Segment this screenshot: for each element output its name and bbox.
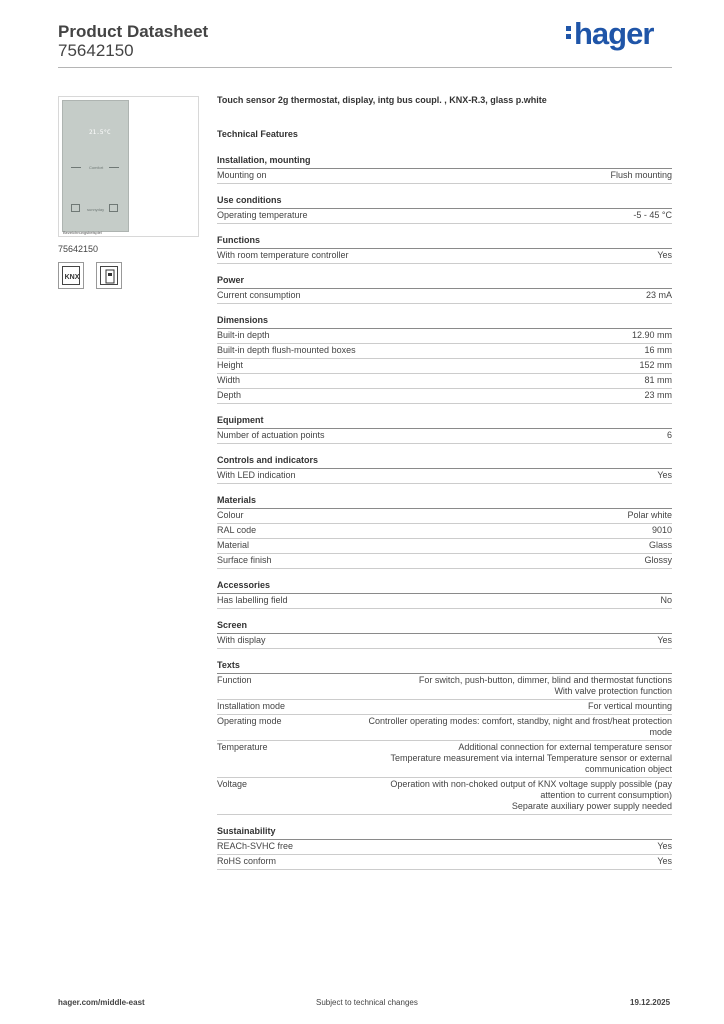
feature-row [217, 700, 672, 715]
feature-label: With display [217, 635, 266, 645]
feature-value: Yes [657, 250, 672, 260]
feature-label: Temperature [217, 742, 268, 752]
svg-text:KNX: KNX [64, 274, 80, 281]
feature-section [217, 415, 672, 444]
feature-value: 6 [666, 430, 672, 440]
feature-label: Mounting on [217, 170, 267, 180]
feature-label: RoHS conform [217, 856, 277, 866]
feature-section [217, 826, 672, 870]
device-icon [96, 262, 122, 289]
logo-text: hager [574, 16, 654, 51]
feature-value: Glossy [644, 555, 672, 565]
feature-label: RAL code [217, 525, 257, 535]
touch-sensor-picture [62, 100, 129, 232]
feature-value: For vertical mounting [587, 701, 672, 711]
feature-row [217, 374, 672, 389]
datasheet-content [217, 95, 672, 881]
section-title: Screen [217, 620, 672, 634]
image-caption: Bezeichnungsbeispiel [63, 230, 102, 235]
display-readout: 21.5°C [89, 129, 111, 136]
feature-row [217, 594, 672, 609]
feature-section [217, 155, 672, 184]
feature-value: Yes [657, 470, 672, 480]
section-title: Installation, mounting [217, 155, 672, 169]
section-title: Sustainability [217, 826, 672, 840]
section-title: Functions [217, 235, 672, 249]
feature-value: Flush mounting [610, 170, 672, 180]
feature-label: With room temperature controller [217, 250, 349, 260]
feature-label: Operating temperature [217, 210, 308, 220]
feature-value: 9010 [651, 525, 672, 535]
feature-value: Yes [657, 841, 672, 851]
footer-notice: Subject to technical changes [316, 998, 418, 1007]
footer-website[interactable]: hager.com/middle-east [58, 998, 145, 1007]
feature-label: Installation mode [217, 701, 286, 711]
feature-label: Voltage [217, 779, 248, 789]
display-label-top: Comfort [89, 165, 104, 170]
feature-section [217, 315, 672, 404]
document-title: Product Datasheet [58, 22, 209, 41]
technical-features-title: Technical Features [217, 129, 298, 139]
feature-section [217, 620, 672, 649]
section-title: Accessories [217, 580, 672, 594]
feature-label: Height [217, 360, 244, 370]
feature-row [217, 429, 672, 444]
feature-value: Controller operating modes: comfort, standby, night and frost/heat protection mode [368, 716, 672, 737]
feature-row [217, 329, 672, 344]
feature-section [217, 580, 672, 609]
knx-logo-icon [58, 262, 84, 289]
feature-section [217, 195, 672, 224]
section-title: Dimensions [217, 315, 672, 329]
feature-sections [217, 155, 672, 870]
feature-value: 23 mm [644, 390, 672, 400]
display-label-bottom: sunnyday [87, 207, 105, 212]
feature-label: Function [217, 675, 252, 685]
feature-section [217, 660, 672, 815]
feature-label: Built-in depth [217, 330, 270, 340]
feature-row [217, 524, 672, 539]
section-title: Texts [217, 660, 672, 674]
feature-value: 12.90 mm [631, 330, 672, 340]
button-square-icon [109, 204, 118, 212]
feature-value: Glass [648, 540, 672, 550]
feature-value: 23 mA [645, 290, 672, 300]
feature-value: Polar white [627, 510, 672, 520]
document-header [58, 22, 208, 60]
feature-row [217, 209, 672, 224]
feature-row [217, 289, 672, 304]
feature-row [217, 539, 672, 554]
feature-label: Surface finish [217, 555, 272, 565]
feature-row [217, 249, 672, 264]
feature-section [217, 495, 672, 569]
feature-label: Material [217, 540, 250, 550]
feature-section [217, 275, 672, 304]
feature-row [217, 509, 672, 524]
feature-value: 81 mm [644, 375, 672, 385]
section-title: Use conditions [217, 195, 672, 209]
feature-value: Additional connection for external temperature sensor Temperature measurement via internal Temperature sensor or external communication object [390, 742, 672, 774]
feature-row [217, 778, 672, 815]
feature-value: -5 - 45 °C [633, 210, 672, 220]
feature-row [217, 715, 672, 741]
feature-row [217, 344, 672, 359]
feature-label: Built-in depth flush-mounted boxes [217, 345, 356, 355]
logo-dots-icon [566, 23, 572, 42]
feature-row [217, 674, 672, 700]
section-title: Equipment [217, 415, 672, 429]
feature-row [217, 840, 672, 855]
feature-section [217, 455, 672, 484]
feature-value: Operation with non-choked output of KNX voltage supply possible (pay attention to current consumption) Separate auxiliary power supply needed [390, 779, 672, 811]
article-number: 75642150 [58, 244, 99, 254]
document-number: 75642150 [58, 41, 134, 60]
product-image [58, 96, 199, 237]
feature-label: Width [217, 375, 241, 385]
feature-label: With LED indication [217, 470, 296, 480]
feature-value: 152 mm [639, 360, 672, 370]
feature-label: Operating mode [217, 716, 282, 726]
indicator-icon [71, 167, 81, 172]
feature-section [217, 235, 672, 264]
section-title: Controls and indicators [217, 455, 672, 469]
feature-row [217, 359, 672, 374]
product-description: Touch sensor 2g thermostat, display, intg bus coupl. , KNX-R.3, glass p.white [217, 95, 547, 105]
feature-label: Current consumption [217, 290, 301, 300]
feature-value: Yes [657, 856, 672, 866]
header-divider [58, 67, 672, 68]
footer-date: 19.12.2025 [630, 998, 671, 1007]
feature-label: REACh-SVHC free [217, 841, 294, 851]
button-square-icon [71, 204, 80, 212]
feature-label: Colour [217, 510, 244, 520]
section-title: Materials [217, 495, 672, 509]
feature-label: Has labelling field [217, 595, 288, 605]
feature-value: 16 mm [644, 345, 672, 355]
section-title: Power [217, 275, 672, 289]
feature-row [217, 634, 672, 649]
feature-row [217, 741, 672, 778]
feature-row [217, 389, 672, 404]
feature-value: Yes [657, 635, 672, 645]
hager-logo [566, 16, 653, 52]
feature-value: For switch, push-button, dimmer, blind and thermostat functions With valve protection function [418, 675, 672, 696]
feature-row [217, 554, 672, 569]
feature-row [217, 855, 672, 870]
feature-row [217, 169, 672, 184]
feature-label: Depth [217, 390, 242, 400]
indicator-icon [109, 167, 119, 172]
feature-value: No [660, 595, 672, 605]
feature-row [217, 469, 672, 484]
feature-label: Number of actuation points [217, 430, 325, 440]
